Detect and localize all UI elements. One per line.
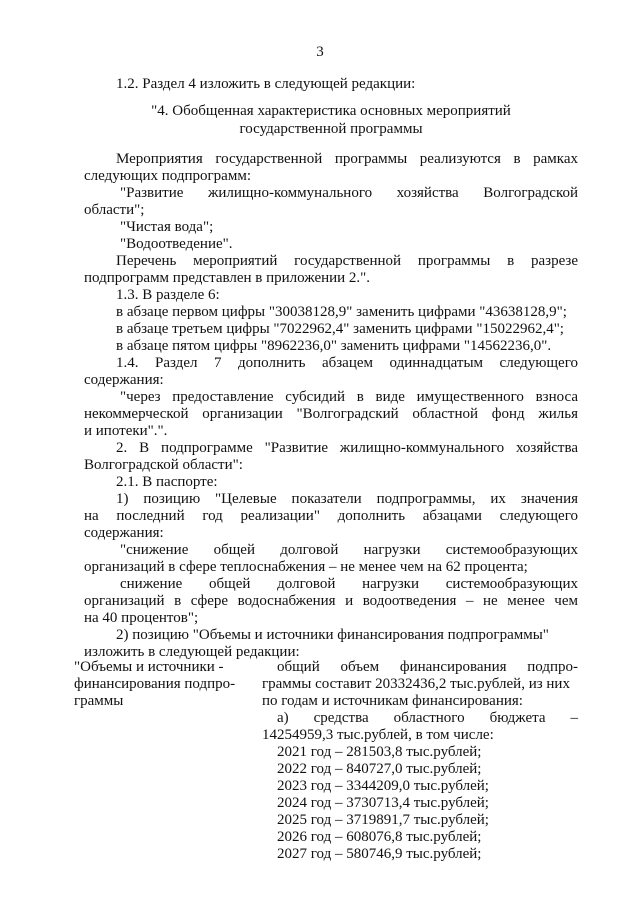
year-amount-line: 2023 год – 3344209,0 тыс.рублей; — [277, 778, 489, 794]
year-amount-line: 2024 год – 3730713,4 тыс.рублей; — [277, 795, 489, 811]
paragraph-line: 1) позицию "Целевые показатели подпрограммы, их значения — [116, 491, 578, 507]
paragraph-line: и ипотеки".". — [84, 423, 168, 439]
paragraph-line: в абзаце пятом цифры "8962236,0" заменить цифрами "14562236,0". — [116, 338, 552, 354]
paragraph-line: 1.4. Раздел 7 дополнить абзацем одиннадцатым следующего — [116, 355, 578, 371]
paragraph-line: Волгоградской области": — [84, 457, 243, 473]
year-amount-line: 2026 год – 608076,8 тыс.рублей; — [277, 829, 482, 845]
paragraph-line: организаций в сфере теплоснабжения – не менее чем на 62 процента; — [84, 559, 528, 575]
paragraph-line: на последний год реализации" дополнить абзацами следующего — [84, 508, 578, 524]
paragraph-line: "через предоставление субсидий в виде имущественного взноса — [120, 389, 578, 405]
paragraph-line: "Чистая вода"; — [120, 219, 214, 235]
paragraph-line: 1.2. Раздел 4 изложить в следующей редакции: — [116, 76, 416, 92]
year-amount-line: 2021 год – 281503,8 тыс.рублей; — [277, 744, 482, 760]
year-amount-line: 2027 год – 580746,9 тыс.рублей; — [277, 846, 482, 862]
paragraph-line: в абзаце третьем цифры "7022962,4" заменить цифрами "15022962,4"; — [116, 321, 564, 337]
paragraph-line: изложить в следующей редакции: — [84, 644, 300, 660]
section-heading-line: государственной программы — [239, 121, 423, 137]
paragraph-line: на 40 процентов"; — [84, 610, 199, 626]
paragraph-line: 2.1. В паспорте: — [116, 474, 218, 490]
paragraph-line: следующих подпрограмм: — [84, 168, 251, 184]
table-label-line: "Объемы и источники - — [74, 659, 224, 675]
paragraph-line: организаций в сфере водоснабжения и водоотведения – не менее чем — [84, 593, 578, 609]
paragraph-line: 2) позицию "Объемы и источники финансирования подпрограммы" — [116, 627, 549, 643]
paragraph-line: области"; — [84, 202, 145, 218]
table-value-line: по годам и источникам финансирования: — [262, 693, 523, 709]
paragraph-line: Перечень мероприятий государственной программы в разрезе — [116, 253, 578, 269]
paragraph-line: содержания: — [84, 372, 164, 388]
table-value-line: а) средства областного бюджета – — [277, 710, 578, 726]
paragraph-line: содержания: — [84, 525, 164, 541]
table-value-line: общий объем финансирования подпро- — [277, 659, 578, 675]
year-amount-line: 2025 год – 3719891,7 тыс.рублей; — [277, 812, 489, 828]
paragraph-line: 2. В подпрограмме "Развитие жилищно-коммунального хозяйства — [116, 440, 578, 456]
paragraph-line: "снижение общей долговой нагрузки системообразующих — [120, 542, 578, 558]
table-label-line: граммы — [74, 693, 124, 709]
table-label-line: финансирования подпро- — [74, 676, 236, 692]
paragraph-line: снижение общей долговой нагрузки системообразующих — [120, 576, 578, 592]
paragraph-line: Мероприятия государственной программы реализуются в рамках — [116, 151, 578, 167]
year-amount-line: 2022 год – 840727,0 тыс.рублей; — [277, 761, 482, 777]
section-heading-line: "4. Обобщенная характеристика основных мероприятий — [151, 103, 511, 119]
table-value-line: 14254959,3 тыс.рублей, в том числе: — [262, 727, 494, 743]
paragraph-line: "Развитие жилищно-коммунального хозяйства Волгоградской — [120, 185, 578, 201]
table-value-line: граммы составит 20332436,2 тыс.рублей, из них — [262, 676, 570, 692]
paragraph-line: подпрограмм представлен в приложении 2.". — [84, 270, 371, 286]
paragraph-line: в абзаце первом цифры "30038128,9" заменить цифрами "43638128,9"; — [116, 304, 567, 320]
paragraph-line: 1.3. В разделе 6: — [116, 287, 220, 303]
paragraph-line: "Водоотведение". — [120, 236, 233, 252]
page-number: 3 — [316, 44, 324, 60]
paragraph-line: некоммерческой организации "Волгоградский областной фонд жилья — [84, 406, 578, 422]
